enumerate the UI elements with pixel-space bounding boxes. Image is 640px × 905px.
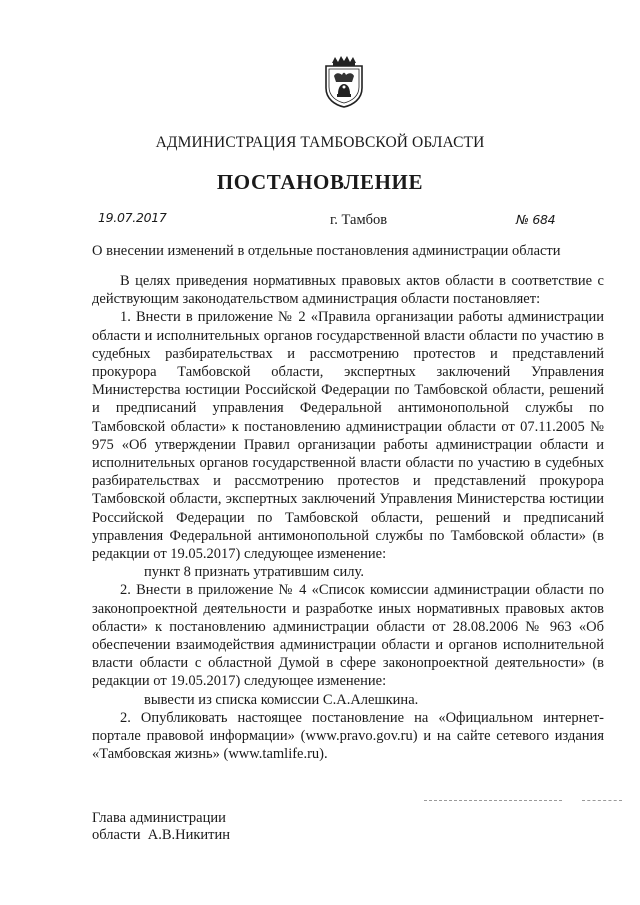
document-city: г. Тамбов (330, 212, 388, 228)
dashed-divider-right (582, 800, 622, 801)
signature-title: Глава администрации (92, 810, 226, 826)
signature-block (92, 810, 230, 844)
dashed-divider-left (424, 800, 562, 801)
clause-1-change: пункт 8 признать утратившим силу. (144, 564, 364, 581)
clause-3: 2. Опубликовать настоящее постановление на «Официальном интернет-портале правовой информации» (www.pravo.gov.ru) и на сайте сетевого издания «Тамбовская жизнь» (www.tamlife.ru). (92, 709, 604, 763)
clause-1: 1. Внести в приложение № 2 «Правила организации работы администрации области и исполнительных органов государственной власти области по участию в судебных разбирательствах и рассмотрению протестов и представлений прокурора Тамбовской области, экспертных заключений Управления Министерства юстиции Российской Федерации по Тамбовской области, решений и предписаний управления Федеральной антимонопольной службы по Тамбовской области» к постановлению администрации области от 07.11.2005 № 975 «Об утверждении Правил организации работы администрации области и исполнительных органов государственной власти области по участию в судебных разбирательствах и рассмотрению протестов и представлений прокурора Тамбовской области, экспертных заключений Управления Министерства юстиции Российской Федерации по Тамбовской области, решений и предписаний управления Федеральной антимонопольной службы по Тамбовской области» (в редакции от 19.05.2017) следующее изменение: (92, 309, 604, 563)
document-subject: О внесении изменений в отдельные постановления администрации области (92, 243, 561, 259)
document-type: ПОСТАНОВЛЕНИЕ (216, 170, 424, 194)
intro-paragraph: В целях приведения нормативных правовых актов области в соответствие с действующим законодательством администрация области постановляет: (92, 273, 604, 308)
clause-2: 2. Внести в приложение № 4 «Список комиссии администрации области по законопроектной деятельности и разработке иных нормативных правовых актов области» к постановлению администрации области от 28.08.2006 № 963 «Об обеспечении взаимодействия администрации области и органов исполнительной власти области с областной Думой в сфере законопроектной деятельности» (в редакции от 19.05.2017) следующее изменение: (92, 582, 604, 690)
organization-title: АДМИНИСТРАЦИЯ ТАМБОВСКОЙ ОБЛАСТИ (155, 134, 485, 151)
coat-of-arms-icon (322, 54, 366, 108)
document-date: 19.07.2017 (98, 210, 167, 225)
signature-name: области А.В.Никитин (92, 827, 231, 843)
document-number: № 684 (516, 212, 556, 227)
clause-2-change: вывести из списка комиссии С.А.Алешкина. (144, 691, 419, 708)
document-body (92, 272, 604, 763)
